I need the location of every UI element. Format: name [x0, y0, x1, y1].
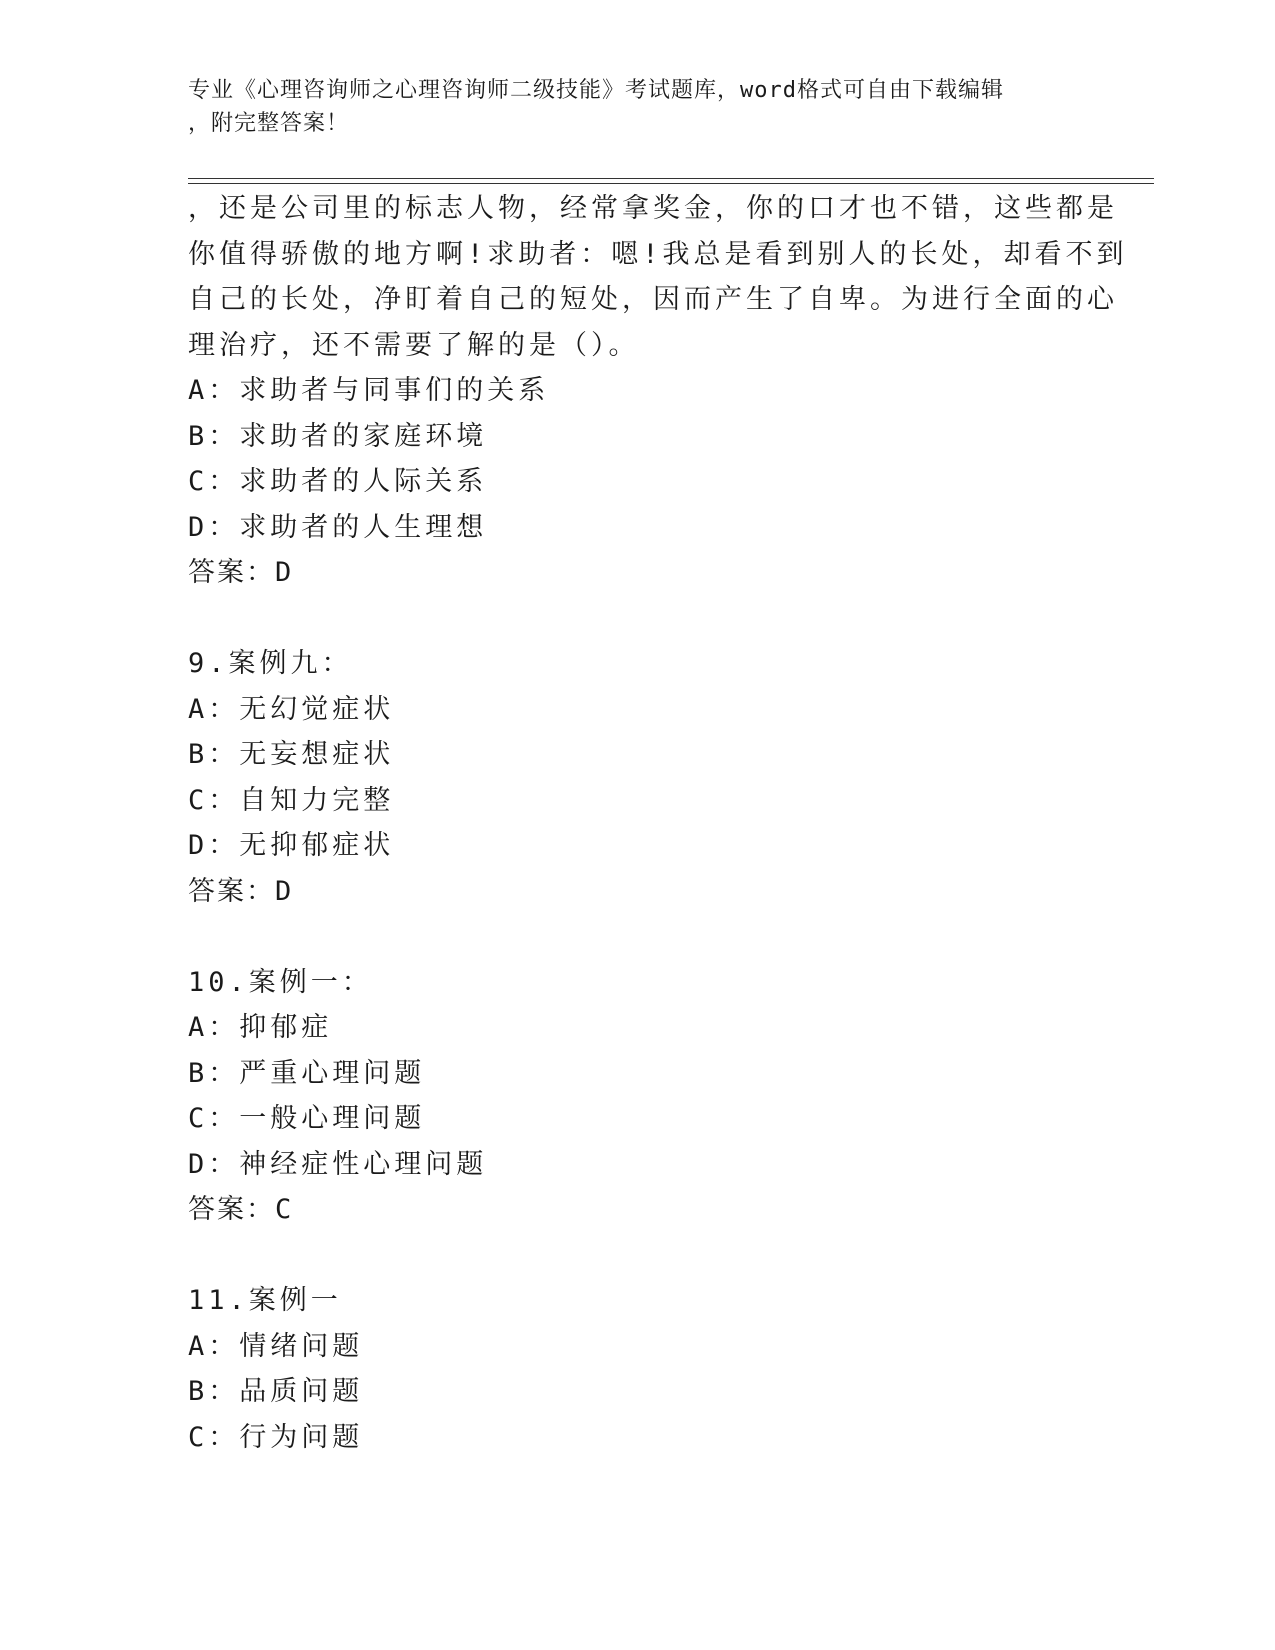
option-d: D：求助者的人生理想	[188, 511, 488, 543]
question-continued	[188, 186, 1128, 596]
question-11	[188, 1278, 1088, 1460]
answer: 答案：C	[188, 1194, 294, 1225]
option-c: C：一般心理问题	[188, 1103, 426, 1134]
option-b: B：无妄想症状	[188, 739, 395, 770]
question-stem: 9.案例九：	[188, 648, 353, 679]
spacer	[188, 596, 1088, 642]
option-c: C：自知力完整	[188, 784, 395, 816]
option-c: C：行为问题	[188, 1421, 364, 1453]
option-a: A：情绪问题	[188, 1330, 364, 1362]
option-b: B：品质问题	[188, 1376, 364, 1407]
option-b: B：求助者的家庭环境	[188, 420, 488, 452]
option-c: C：求助者的人际关系	[188, 466, 488, 497]
document-header	[188, 74, 1068, 140]
spacer	[188, 1233, 1088, 1279]
spacer	[188, 914, 1088, 960]
header-divider	[188, 178, 1154, 184]
question-stem: 10.案例一：	[188, 966, 373, 998]
option-b: B：严重心理问题	[188, 1057, 426, 1089]
answer: 答案：D	[188, 875, 294, 907]
answer: 答案：D	[188, 557, 294, 588]
document-body	[188, 186, 1128, 1460]
header-title-line-2: ，附完整答案！	[188, 111, 350, 136]
option-a: A：求助者与同事们的关系	[188, 375, 550, 406]
option-a: A：抑郁症	[188, 1012, 333, 1043]
question-stem-line: ，还是公司里的标志人物，经常拿奖金，你的口才也不错，这些都是	[188, 193, 1118, 224]
question-10	[188, 960, 1088, 1233]
question-stem-line: 你值得骄傲的地方啊!求助者：嗯!我总是看到别人的长处，却看不到	[188, 238, 1128, 270]
header-title-line-1: 专业《心理咨询师之心理咨询师二级技能》考试题库，word格式可自由下载编辑	[188, 78, 1004, 103]
option-d: D：神经症性心理问题	[188, 1148, 488, 1180]
option-d: D：无抑郁症状	[188, 830, 395, 861]
question-9	[188, 641, 1088, 914]
question-stem-line: 自己的长处，净盯着自己的短处，因而产生了自卑。为进行全面的心	[188, 284, 1118, 315]
question-stem: 11.案例一	[188, 1285, 342, 1316]
option-a: A：无幻觉症状	[188, 693, 395, 725]
question-stem-line: 理治疗，还不需要了解的是（）。	[188, 329, 640, 361]
